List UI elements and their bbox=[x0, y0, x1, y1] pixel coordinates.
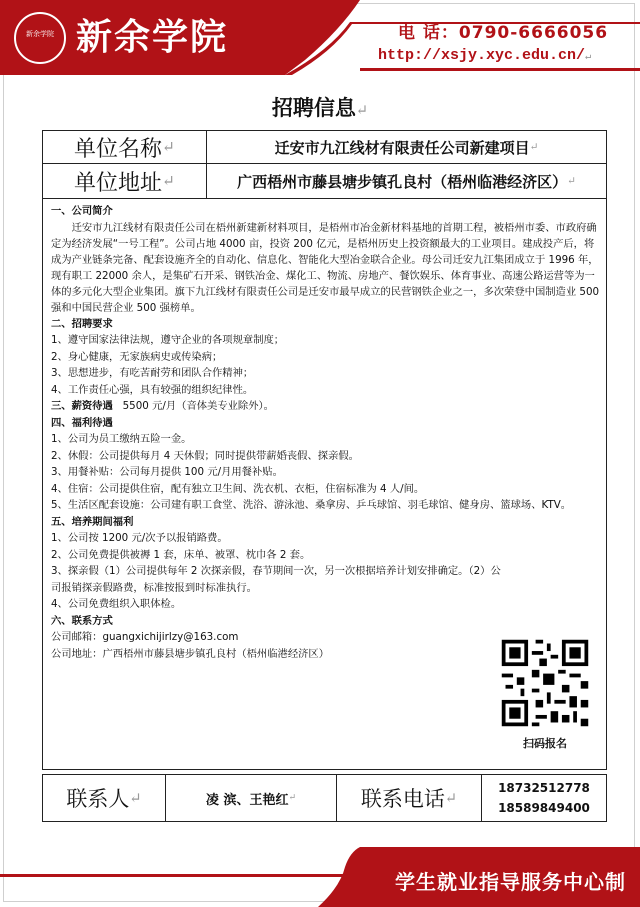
benefit-item: 4、住宿：公司提供住宿，配有独立卫生间、洗衣机、衣柜，住宿标准为 4 人/间。 bbox=[51, 482, 425, 495]
contact-person-label: 联系人 ↵ bbox=[43, 775, 166, 821]
company-name-row bbox=[42, 130, 607, 164]
section-1-title: 一、公司简介 bbox=[51, 205, 113, 217]
company-name-value: 迁安市九江线材有限责任公司新建项目 ↵ bbox=[274, 138, 539, 157]
requirement-item: 1、遵守国家法律法规，遵守企业的各项规章制度； bbox=[51, 334, 285, 346]
salary-value: 5500 元/月（音体美专业除外）。 bbox=[122, 400, 274, 412]
benefit-item: 5、生活区配套设施：公司建有职工食堂、洗浴、游泳池、桑拿房、乒乓球馆、羽毛球馆、健身房、篮球场、KTV。 bbox=[51, 499, 572, 511]
benefit-item: 1、公司为员工缴纳五险一金。 bbox=[51, 433, 192, 445]
header-website[interactable]: http://xsjy.xyc.edu.cn/↵ bbox=[378, 47, 592, 64]
footer-banner bbox=[0, 847, 640, 907]
page-title: 招聘信息↵ bbox=[271, 95, 369, 120]
requirement-item: 3、思想进步，有吃苦耐劳和团队合作精神； bbox=[51, 367, 254, 379]
logo-text: 新余学院 bbox=[26, 30, 54, 38]
company-address: 公司地址：广西梧州市藤县塘步镇孔良村（梧州临港经济区） bbox=[51, 647, 330, 660]
contact-phone-1[interactable]: 18732512778 bbox=[498, 781, 590, 795]
contact-person-value: 凌 滨、王艳红 ↵ bbox=[166, 775, 337, 821]
requirement-item: 4、工作责任心强，具有较强的组织纪律性。 bbox=[51, 383, 254, 396]
section-3-title: 三、薪资待遇 bbox=[51, 400, 113, 412]
qr-code[interactable] bbox=[498, 636, 592, 730]
training-item: 1、公司按 1200 元/次予以报销路费。 bbox=[51, 532, 228, 544]
training-item: 2、公司免费提供被褥 1 套，床单、被罩、枕巾各 2 套。 bbox=[51, 548, 311, 561]
contact-phone-label: 联系电话 ↵ bbox=[337, 775, 482, 821]
section-5-title: 五、培养期间福利 bbox=[51, 515, 134, 528]
section-4-title: 四、福利待遇 bbox=[51, 416, 113, 429]
contact-phone-2[interactable]: 18589849400 bbox=[498, 801, 590, 815]
company-address-label: 单位地址 ↵ bbox=[43, 164, 207, 198]
qr-label: 扫码报名 bbox=[523, 737, 567, 750]
benefit-item: 2、休假：公司提供每月 4 天休假；同时提供带薪婚丧假、探亲假。 bbox=[51, 449, 359, 462]
benefit-item: 3、用餐补贴：公司每月提供 100 元/月用餐补贴。 bbox=[51, 466, 283, 478]
training-item: 3、探亲假（1）公司提供每年 2 次探亲假，春节期间一次，另一次根据培养计划安排确定。（2）公司报销探亲假路费，标准按报到时标准执行。 bbox=[51, 565, 501, 594]
company-address-value: 广西梧州市藤县塘步镇孔良村（梧州临港经济区） ↵ bbox=[237, 172, 576, 191]
contact-row bbox=[42, 774, 607, 822]
company-intro: 迁安市九江线材有限责任公司在梧州新建新材料项目，是梧州市冶金新材料基地的首期工程，被梧州市委、市政府确定为经济发展“一号工程”。公司占地 4000 亩，投资 200 亿元，是梧州历史上投资额最大的工业项目。建成投产后，将成为产业链条完备、配套设施齐全的自动化、信息化、智能化大型冶金联合企业。母公司迁安九江集团成立于 1996 年，现有职工 22000 余人，是集矿石开采、钢铁冶金、煤化工、物流、房地产、餐饮娱乐、体育事业、高速公路运营等为一体的多元化大型企业集团。旗下九江线材有限责任公司是迁安市最早成立的民营钢铁企业之一，多次荣登中国制造业 500 强和中国民营企业 500 强榜单。 bbox=[51, 221, 600, 314]
training-item: 4、公司免费组织入职体检。 bbox=[51, 598, 182, 610]
company-name-label: 单位名称 ↵ bbox=[43, 131, 207, 163]
requirement-item: 2、身心健康，无家族病史或传染病； bbox=[51, 350, 223, 363]
salary-line bbox=[51, 398, 602, 415]
header-banner bbox=[0, 0, 640, 75]
contact-phones bbox=[482, 775, 606, 821]
college-name: 新余学院 bbox=[76, 16, 229, 58]
header-phone: 电 话：0790-6666056 bbox=[398, 23, 609, 43]
section-6-title: 六、联系方式 bbox=[51, 614, 113, 627]
section-2-title: 二、招聘要求 bbox=[51, 317, 113, 330]
company-email[interactable]: 公司邮箱：guangxichijirlzy@163.com bbox=[51, 631, 239, 643]
company-address-row bbox=[42, 163, 607, 199]
footer-text: 学生就业指导服务中心制 bbox=[395, 870, 626, 894]
college-logo bbox=[14, 12, 66, 64]
